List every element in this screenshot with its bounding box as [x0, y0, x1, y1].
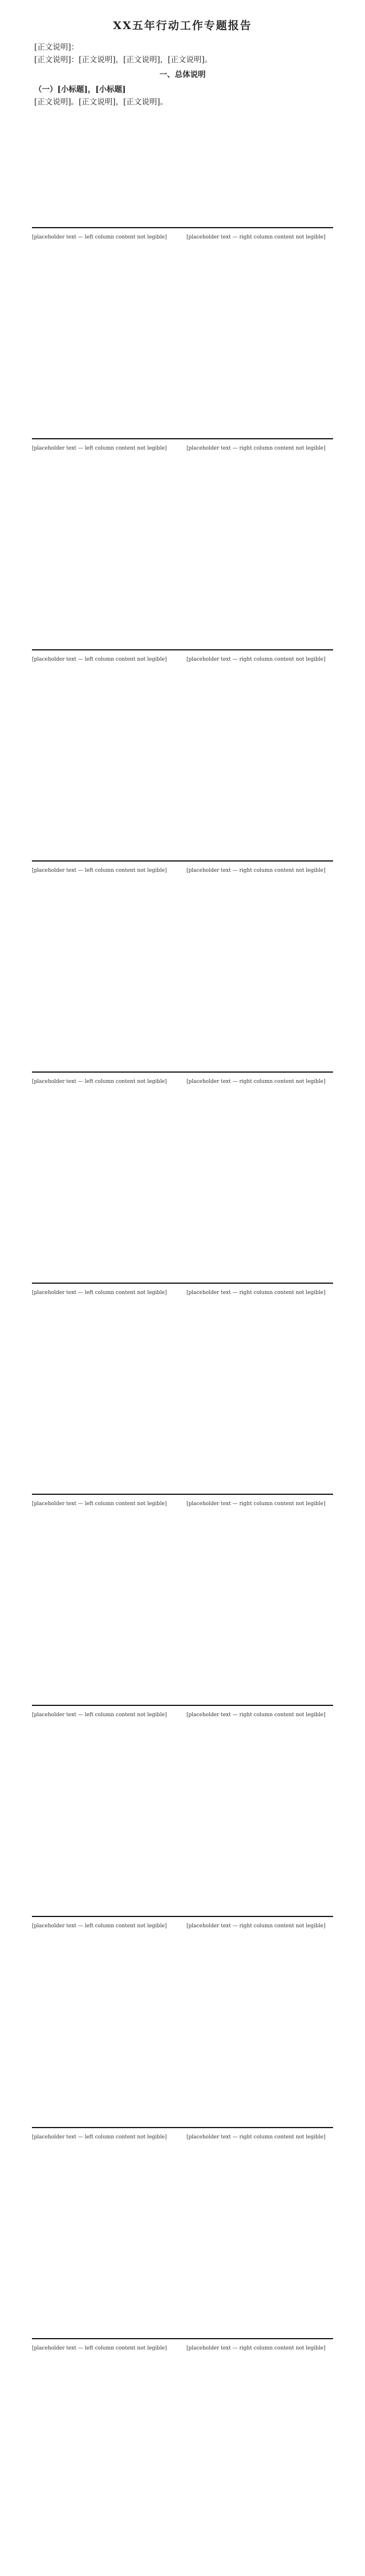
page-column-right: [placeholder text — right column content not legible] [186, 234, 326, 240]
page-column-left: [placeholder text — left column content not legible] [32, 1079, 167, 1085]
page-column-left: [placeholder text — left column content not legible] [32, 1923, 167, 1929]
page-column-right: [placeholder text — right column content not legible] [186, 446, 326, 451]
page-column-right: [placeholder text — right column content not legible] [186, 1501, 326, 1507]
page-spread [32, 1710, 333, 1911]
intro-section [34, 41, 331, 108]
page-column-right: [placeholder text — right column content not legible] [186, 657, 326, 662]
page-spread [32, 1922, 333, 2122]
page-divider [32, 438, 333, 439]
intro-greeting: [正文说明]： [34, 43, 79, 52]
section-heading-1: 一、总体说明 [159, 70, 206, 79]
page-divider [32, 1705, 333, 1706]
page-column-left: [placeholder text — left column content not legible] [32, 234, 167, 240]
page-divider [32, 1494, 333, 1495]
page-spread [32, 1288, 333, 1489]
page-spread [32, 655, 333, 856]
page-column-left: [placeholder text — left column content not legible] [32, 1290, 167, 1296]
page-spread [32, 2133, 333, 2334]
page-divider [32, 2338, 333, 2339]
page-divider [32, 1283, 333, 1284]
page-column-right: [placeholder text — right column content not legible] [186, 2346, 326, 2351]
page-column-right: [placeholder text — right column content not legible] [186, 1079, 326, 1085]
page-column-left: [placeholder text — left column content not legible] [32, 657, 167, 662]
page-column-right: [placeholder text — right column content not legible] [186, 868, 326, 874]
page-column-left: [placeholder text — left column content not legible] [32, 446, 167, 451]
page-spread [32, 866, 333, 1067]
page-spread [32, 1077, 333, 1278]
page-divider [32, 227, 333, 228]
page-divider [32, 1916, 333, 1917]
page-column-left: [placeholder text — left column content not legible] [32, 2346, 167, 2351]
page-column-left: [placeholder text — left column content not legible] [32, 868, 167, 874]
page-divider [32, 2127, 333, 2128]
document-title: XX五年行动工作专题报告 [113, 19, 252, 32]
page-spread [32, 2344, 333, 2545]
subsection-heading-1: （一）[小标题]，[小标题] [34, 85, 126, 94]
page-column-left: [placeholder text — left column content not legible] [32, 1501, 167, 1507]
intro-paragraph-1: [正文说明]：[正文说明]，[正文说明]，[正文说明]。 [34, 55, 213, 64]
page-divider [32, 1071, 333, 1073]
page-column-left: [placeholder text — left column content not legible] [32, 2134, 167, 2140]
page-spread [32, 444, 333, 645]
page-column-right: [placeholder text — right column content not legible] [186, 1923, 326, 1929]
page-column-left: [placeholder text — left column content not legible] [32, 1712, 167, 1718]
page-column-right: [placeholder text — right column content not legible] [186, 1712, 326, 1718]
page-column-right: [placeholder text — right column content not legible] [186, 1290, 326, 1296]
page-divider [32, 860, 333, 862]
page-spread [32, 1499, 333, 1700]
intro-paragraph-2: [正文说明]。[正文说明]，[正文说明]。 [34, 98, 168, 107]
page-divider [32, 649, 333, 650]
page-spread [32, 233, 333, 434]
page-column-right: [placeholder text — right column content not legible] [186, 2134, 326, 2140]
